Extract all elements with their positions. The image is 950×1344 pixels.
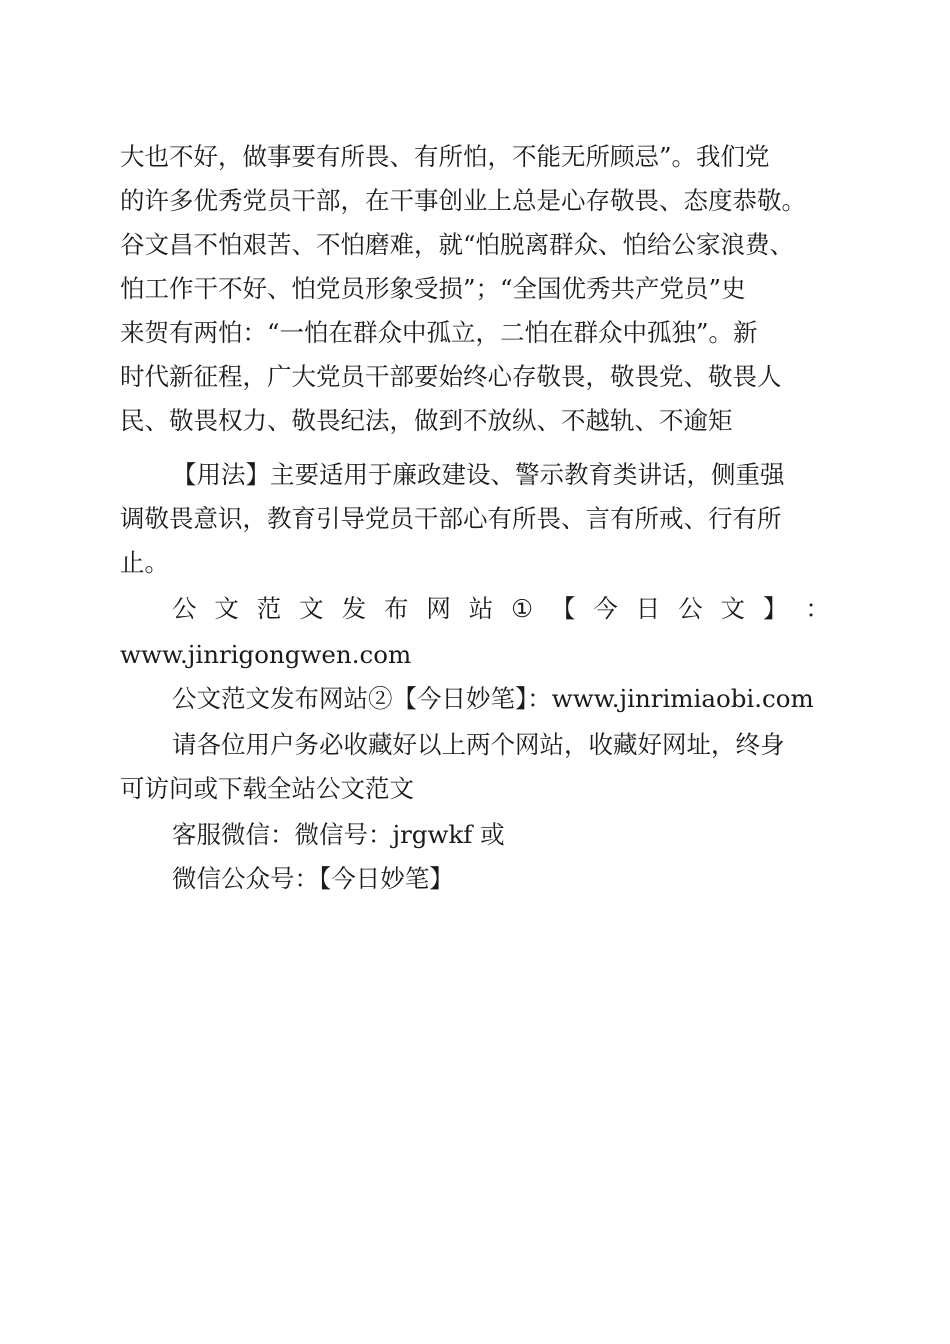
- notice-line: 请各位用户务必收藏好以上两个网站，收藏好网址，终身: [172, 730, 785, 759]
- paragraph-line: 怕工作干不好、怕党员形象受损”；“全国优秀共产党员”史: [120, 274, 746, 303]
- site1-label: [172, 592, 830, 626]
- site1-char: 公: [172, 594, 197, 623]
- site1-char: 今: [593, 594, 618, 623]
- official-account-line: 微信公众号：【今日妙笔】: [172, 864, 454, 893]
- site2-line[interactable]: 公文范文发布网站②【今日妙笔】：www.jinrimiaobi.com: [172, 684, 814, 713]
- site1-char: 文: [720, 594, 746, 623]
- site1-char: ：: [805, 594, 830, 623]
- wechat-line: 客服微信：微信号：jrgwkf 或: [172, 820, 505, 849]
- paragraph-line: 的许多优秀党员干部，在干事创业上总是心存敬畏、态度恭敬。: [120, 186, 806, 215]
- paragraph-line: 谷文昌不怕艰苦、不怕磨难，就“怕脱离群众、怕给公家浪费、: [120, 230, 795, 259]
- site1-char: 文: [214, 594, 239, 623]
- site1-url[interactable]: www.jinrigongwen.com: [120, 640, 412, 669]
- site1-char: 网: [426, 594, 451, 623]
- notice-line: 可访问或下载全站公文范文: [120, 774, 414, 803]
- usage-line: 【用法】主要适用于廉政建设、警示教育类讲话，侧重强: [172, 460, 785, 489]
- site1-char: 【: [550, 594, 576, 623]
- site1-char: 】: [762, 594, 788, 623]
- site1-char: 日: [635, 594, 661, 623]
- site1-char: 范: [256, 594, 282, 623]
- paragraph-line: 时代新征程，广大党员干部要始终心存敬畏，敬畏党、敬畏人: [120, 362, 782, 391]
- usage-line: 调敬畏意识，教育引导党员干部心有所畏、言有所戒、行有所: [120, 504, 782, 533]
- site1-char: 发: [341, 594, 367, 623]
- paragraph-line: 大也不好，做事要有所畏、有所怕，不能无所顾忌”。我们党: [120, 142, 770, 171]
- site1-char: ①: [511, 594, 534, 623]
- usage-line: 止。: [120, 548, 169, 577]
- site1-char: 站: [468, 594, 494, 623]
- site1-char: 公: [678, 594, 703, 623]
- paragraph-line: 民、敬畏权力、敬畏纪法，做到不放纵、不越轨、不逾矩: [120, 406, 733, 435]
- site1-char: 文: [299, 594, 324, 623]
- paragraph-line: 来贺有两怕：“一怕在群众中孤立，二怕在群众中孤独”。新: [120, 318, 758, 347]
- site1-char: 布: [383, 594, 409, 623]
